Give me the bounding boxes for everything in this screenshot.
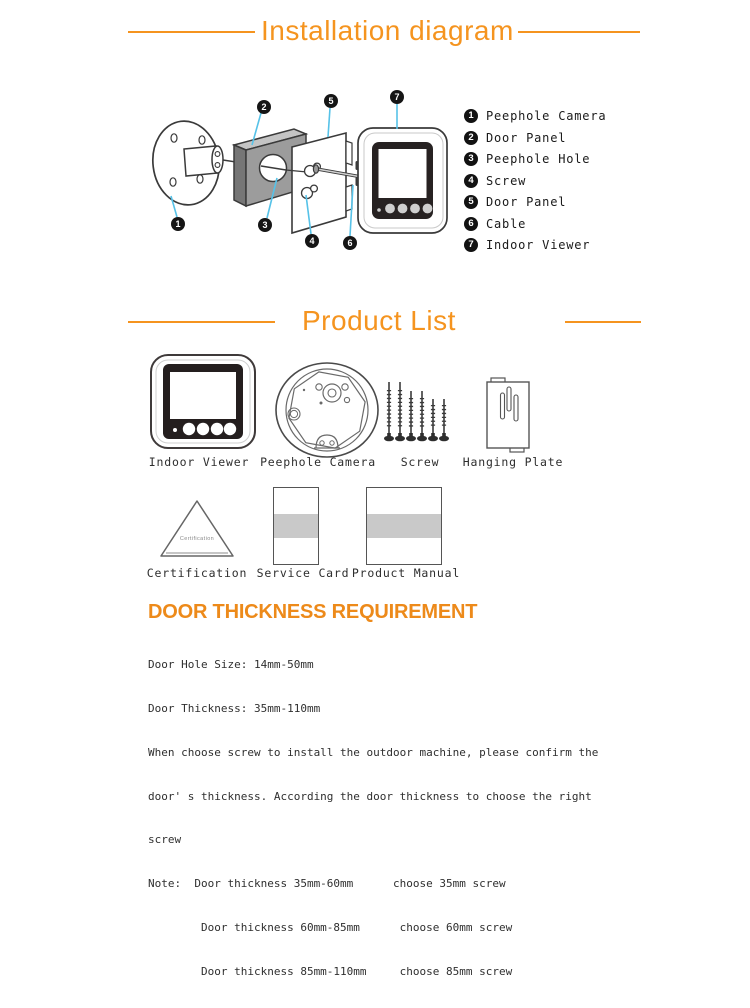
product-manual-product [366, 487, 442, 565]
svg-text:4: 4 [309, 236, 315, 246]
svg-text:3: 3 [262, 220, 268, 230]
text-line: Door thickness 60mm-85mm choose 60mm screw [148, 920, 513, 934]
text-line: screw [148, 833, 182, 847]
legend-number-badge: 1 [464, 109, 478, 123]
text-line: door' s thickness. According the door thickness to choose the right [148, 789, 592, 803]
legend-item [464, 131, 606, 145]
installation-title: Installation diagram [261, 15, 514, 46]
legend-number-badge: 4 [464, 174, 478, 188]
legend-item [464, 174, 606, 188]
product-label: Certification [146, 566, 248, 580]
svg-text:2: 2 [261, 102, 267, 112]
card-gray-band [367, 514, 441, 538]
legend-item [464, 238, 606, 252]
legend-item [464, 109, 606, 123]
indoor-viewer-part [356, 128, 448, 233]
door-thickness-text [148, 629, 598, 1008]
product-list-title: Product List [302, 305, 456, 336]
legend-number-badge: 2 [464, 131, 478, 145]
certification-product [156, 496, 238, 564]
parts-legend [464, 109, 606, 260]
legend-number-badge: 3 [464, 152, 478, 166]
product-label: Screw [400, 455, 440, 469]
legend-item [464, 195, 606, 209]
inner-door-panel [286, 133, 352, 233]
text-line: Door Thickness: 35mm-110mm [148, 701, 321, 715]
legend-label: Peephole Camera [486, 109, 607, 123]
legend-number-badge: 7 [464, 238, 478, 252]
legend-label: Cable [486, 216, 527, 231]
product-label: Hanging Plate [462, 455, 564, 469]
title-dash-left [128, 321, 275, 323]
svg-text:6: 6 [347, 238, 353, 248]
indoor-viewer-product [148, 352, 258, 452]
svg-text:5: 5 [328, 96, 334, 106]
product-label: Indoor Viewer [148, 455, 250, 469]
text-line: Door Hole Size: 14mm-50mm [148, 658, 314, 672]
screws-product [383, 378, 475, 448]
legend-label: Door Panel [486, 195, 567, 209]
title-dash-left [128, 31, 255, 33]
svg-text:Certification: Certification [179, 536, 215, 542]
title-dash-right [565, 321, 641, 323]
legend-label: Screw [486, 173, 527, 188]
text-line: Note: Door thickness 35mm-60mm choose 35mm screw [148, 877, 506, 891]
hanging-plate-product [482, 375, 534, 455]
peephole-camera-product [272, 358, 382, 460]
peephole-camera-part [148, 117, 224, 208]
service-card-product [273, 487, 319, 565]
door-thickness-heading: DOOR THICKNESS REQUIREMENT [148, 601, 478, 623]
legend-item [464, 217, 606, 231]
title-dash-right [518, 31, 640, 33]
card-gray-band [274, 514, 318, 538]
legend-number-badge: 6 [464, 217, 478, 231]
legend-label: Indoor Viewer [486, 238, 591, 252]
product-label: Service Card [256, 566, 350, 580]
product-label: Product Manual [351, 566, 461, 580]
text-line: When choose screw to install the outdoor machine, please confirm the [148, 745, 599, 759]
svg-text:7: 7 [394, 92, 400, 102]
legend-number-badge: 5 [464, 195, 478, 209]
text-line: Door thickness 85mm-110mm choose 85mm screw [148, 964, 513, 978]
svg-text:1: 1 [175, 219, 181, 229]
installation-diagram [140, 85, 460, 260]
legend-item [464, 152, 606, 166]
legend-label: Door Panel [486, 130, 567, 145]
product-label: Peephole Camera [260, 455, 376, 469]
legend-label: Peephole Hole [486, 152, 591, 166]
